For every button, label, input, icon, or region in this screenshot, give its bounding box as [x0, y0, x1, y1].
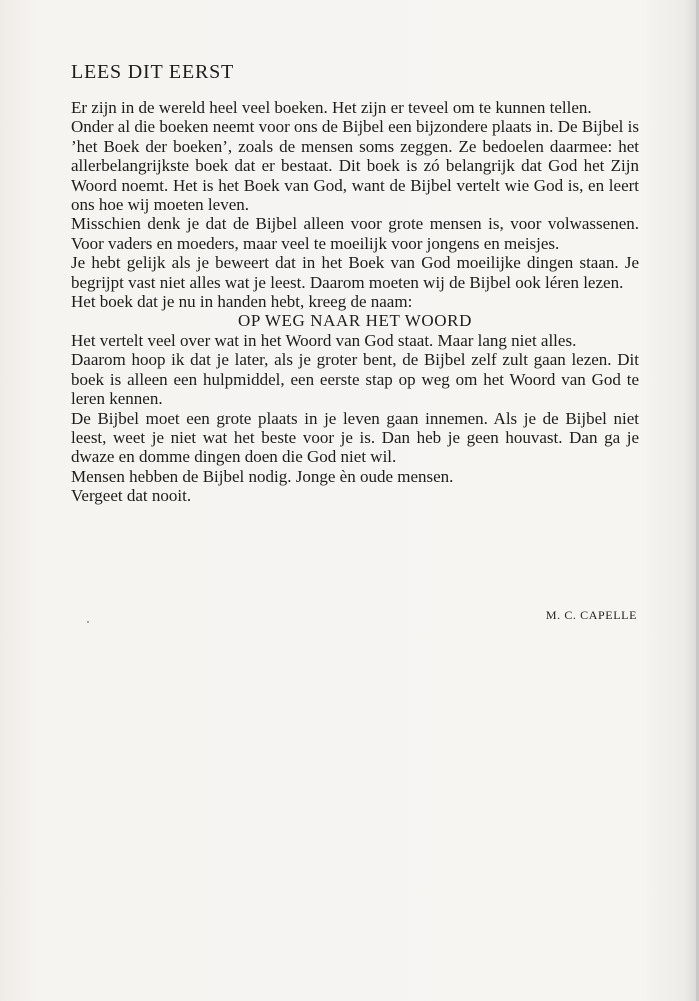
paragraph: De Bijbel moet een grote plaats in je leven gaan innemen. Als je de Bijbel niet leest, weet je niet wat het beste voor je is. Dan heb je geen houvast. Dan ga je dwaze en domme dingen doen die God niet wil.	[71, 408, 639, 467]
paper-speck	[87, 621, 89, 623]
page-heading: LEES DIT EERST	[71, 61, 235, 83]
paragraph: Vergeet dat nooit.	[71, 486, 192, 506]
paragraph: Misschien denk je dat de Bijbel alleen voor grote mensen is, voor volwassenen. Voor vaders en moeders, maar veel te moeilijk voor jongens en meisjes.	[71, 214, 639, 253]
paragraph: Onder al die boeken neemt voor ons de Bijbel een bijzondere plaats in. De Bijbel is ’het Boek der boeken’, zoals de mensen soms zeggen. Ze bedoelen daarmee: het allerbelangrijkste boek dat er bestaat. Dit boek is zó belangrijk dat God het Zijn Woord noemt. Het is het Boek van God, want de Bijbel vertelt wie God is, en leert ons hoe wij moeten leven.	[71, 117, 639, 215]
paragraph: Daarom hoop ik dat je later, als je groter bent, de Bijbel zelf zult gaan lezen. Dit boek is alleen een hulpmiddel, een eerste stap op weg om het Woord van God te leren kennen.	[71, 350, 639, 409]
paragraph: Mensen hebben de Bijbel nodig. Jonge èn oude mensen.	[71, 466, 454, 486]
page-body-text	[71, 98, 639, 506]
paragraph: Je hebt gelijk als je beweert dat in het Boek van God moeilijke dingen staan. Je begrijpt vast niet alles wat je leest. Daarom moeten wij de Bijbel ook léren lezen.	[71, 253, 639, 292]
paragraph: Er zijn in de wereld heel veel boeken. Het zijn er teveel om te kunnen tellen.	[71, 98, 592, 117]
paragraph: Het boek dat je nu in handen hebt, kreeg de naam:	[71, 292, 413, 312]
author-signature: M. C. CAPELLE	[545, 608, 637, 622]
paragraph: Het vertelt veel over wat in het Woord van God staat. Maar lang niet alles.	[71, 330, 577, 350]
book-title-line: OP WEG NAAR HET WOORD	[238, 311, 472, 331]
